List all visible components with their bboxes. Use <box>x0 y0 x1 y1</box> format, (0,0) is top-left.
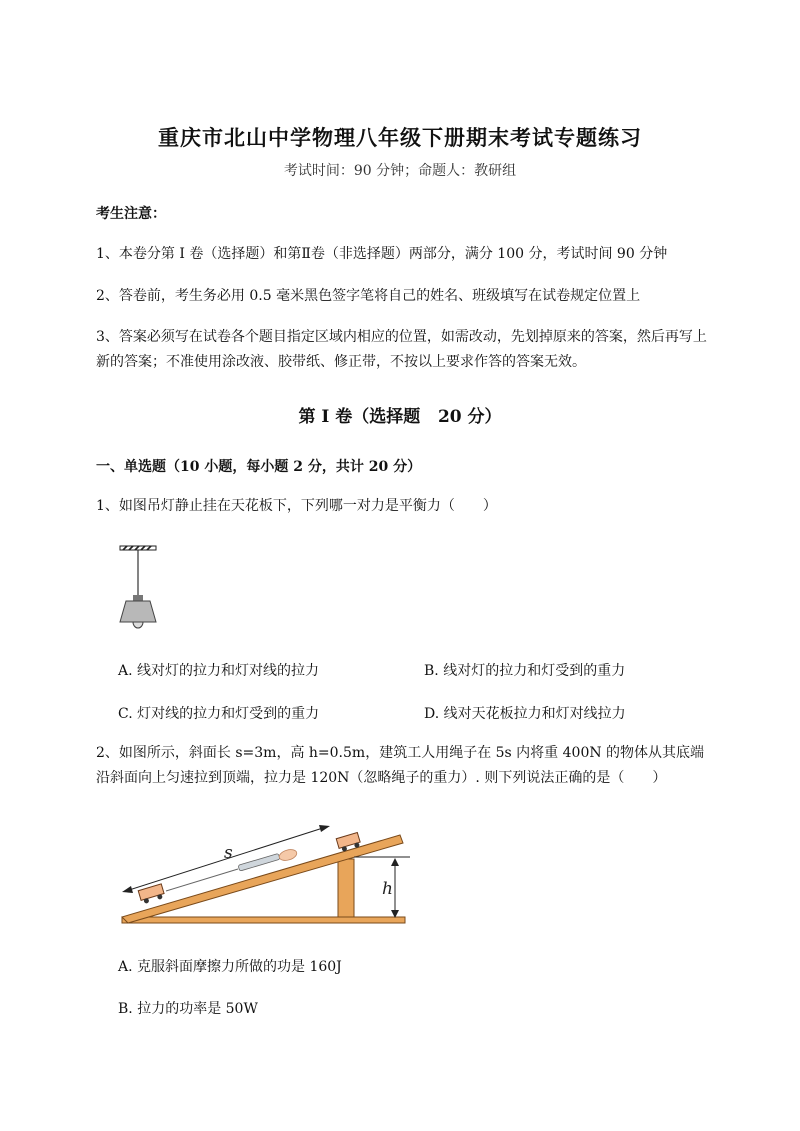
notice-heading: 考生注意： <box>96 206 166 222</box>
q1-option-b: B. 线对灯的拉力和灯受到的重力 <box>424 663 626 679</box>
pendant-lamp-figure <box>110 540 170 635</box>
q2-option-a: A. 克服斜面摩擦力所做的功是 160J <box>118 959 342 975</box>
notice-item-1: 1、本卷分第 I 卷（选择题）和第Ⅱ卷（非选择题）两部分，满分 100 分，考试时间 90 分钟 <box>96 246 668 262</box>
height-label: h <box>382 879 393 899</box>
page-title: 重庆市北山中学物理八年级下册期末考试专题练习 <box>158 125 642 150</box>
q1-option-a: A. 线对灯的拉力和灯对线的拉力 <box>118 663 320 679</box>
section-title: 第 I 卷（选择题 20 分） <box>298 407 502 427</box>
exam-info: 考试时间：90 分钟；命题人：教研组 <box>283 163 517 179</box>
notice-item-2: 2、答卷前，考生务必用 0.5 毫米黑色签字笔将自己的姓名、班级填写在试卷规定位置上 <box>96 288 641 304</box>
q1-option-d: D. 线对天花板拉力和灯对线拉力 <box>424 706 626 722</box>
inclined-plane-figure <box>110 815 410 930</box>
q2-option-b: B. 拉力的功率是 50W <box>118 1001 258 1017</box>
q1-option-c: C. 灯对线的拉力和灯受到的重力 <box>118 706 320 722</box>
question-2-stem: 2、如图所示，斜面长 s=3m，高 h=0.5m，建筑工人用绳子在 5s 内将重 400N 的物体从其底端沿斜面向上匀速拉到顶端，拉力是 120N（忽略绳子的重力）. 则下列说法正确的是（ ） <box>96 745 705 786</box>
notice-item-3: 3、答案必须写在试卷各个题目指定区域内相应的位置，如需改动，先划掉原来的答案，然后再写上新的答案；不准使用涂改液、胶带纸、修正带，不按以上要求作答的答案无效。 <box>96 329 707 370</box>
question-1-stem: 1、如图吊灯静止挂在天花板下，下列哪一对力是平衡力（ ） <box>96 498 497 514</box>
length-label: s <box>224 843 233 863</box>
question-group-heading: 一、单选题（10 小题，每小题 2 分，共计 20 分） <box>96 459 422 475</box>
